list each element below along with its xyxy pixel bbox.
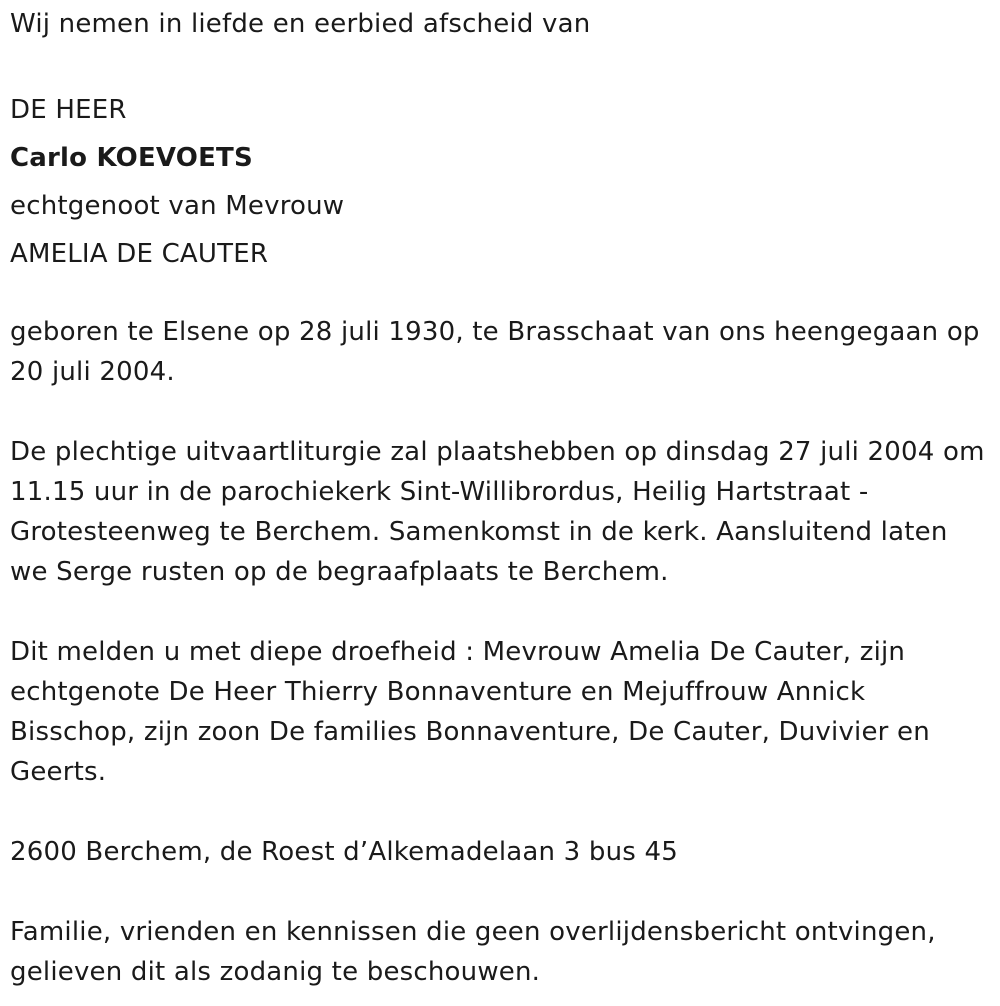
spouse-line: echtgenoot van Mevrouw <box>10 191 345 221</box>
funeral-liturgy-paragraph: De plechtige uitvaartliturgie zal plaatshebben op dinsdag 27 juli 2004 om 11.15 uur in de parochiekerk Sint-Willibrordus, Heilig Hartstraat - Grotesteenweg te Berchem. Samenkomst in de kerk. Aansluitend laten we Serge rusten op de begraafplaats te Berchem. <box>10 437 985 587</box>
intro-line: Wij nemen in liefde en eerbied afscheid van <box>10 9 591 39</box>
honorific-title: DE HEER <box>10 95 127 125</box>
closing-paragraph: Familie, vrienden en kennissen die geen overlijdensbericht ontvingen, gelieven dit als zodanig te beschouwen. <box>10 917 936 987</box>
spouse-name: AMELIA DE CAUTER <box>10 239 269 269</box>
deceased-name: Carlo KOEVOETS <box>10 143 253 173</box>
family-announcement-paragraph: Dit melden u met diepe droefheid : Mevrouw Amelia De Cauter, zijn echtgenote De Heer Thierry Bonnaventure en Mejuffrouw Annick Bisschop, zijn zoon De families Bonnaventure, De Cauter, Duvivier en Geerts. <box>10 637 930 787</box>
address-line: 2600 Berchem, de Roest d’Alkemadelaan 3 bus 45 <box>10 837 678 867</box>
birth-death-paragraph: geboren te Elsene op 28 juli 1930, te Brasschaat van ons heengegaan op 20 juli 2004. <box>10 317 980 387</box>
